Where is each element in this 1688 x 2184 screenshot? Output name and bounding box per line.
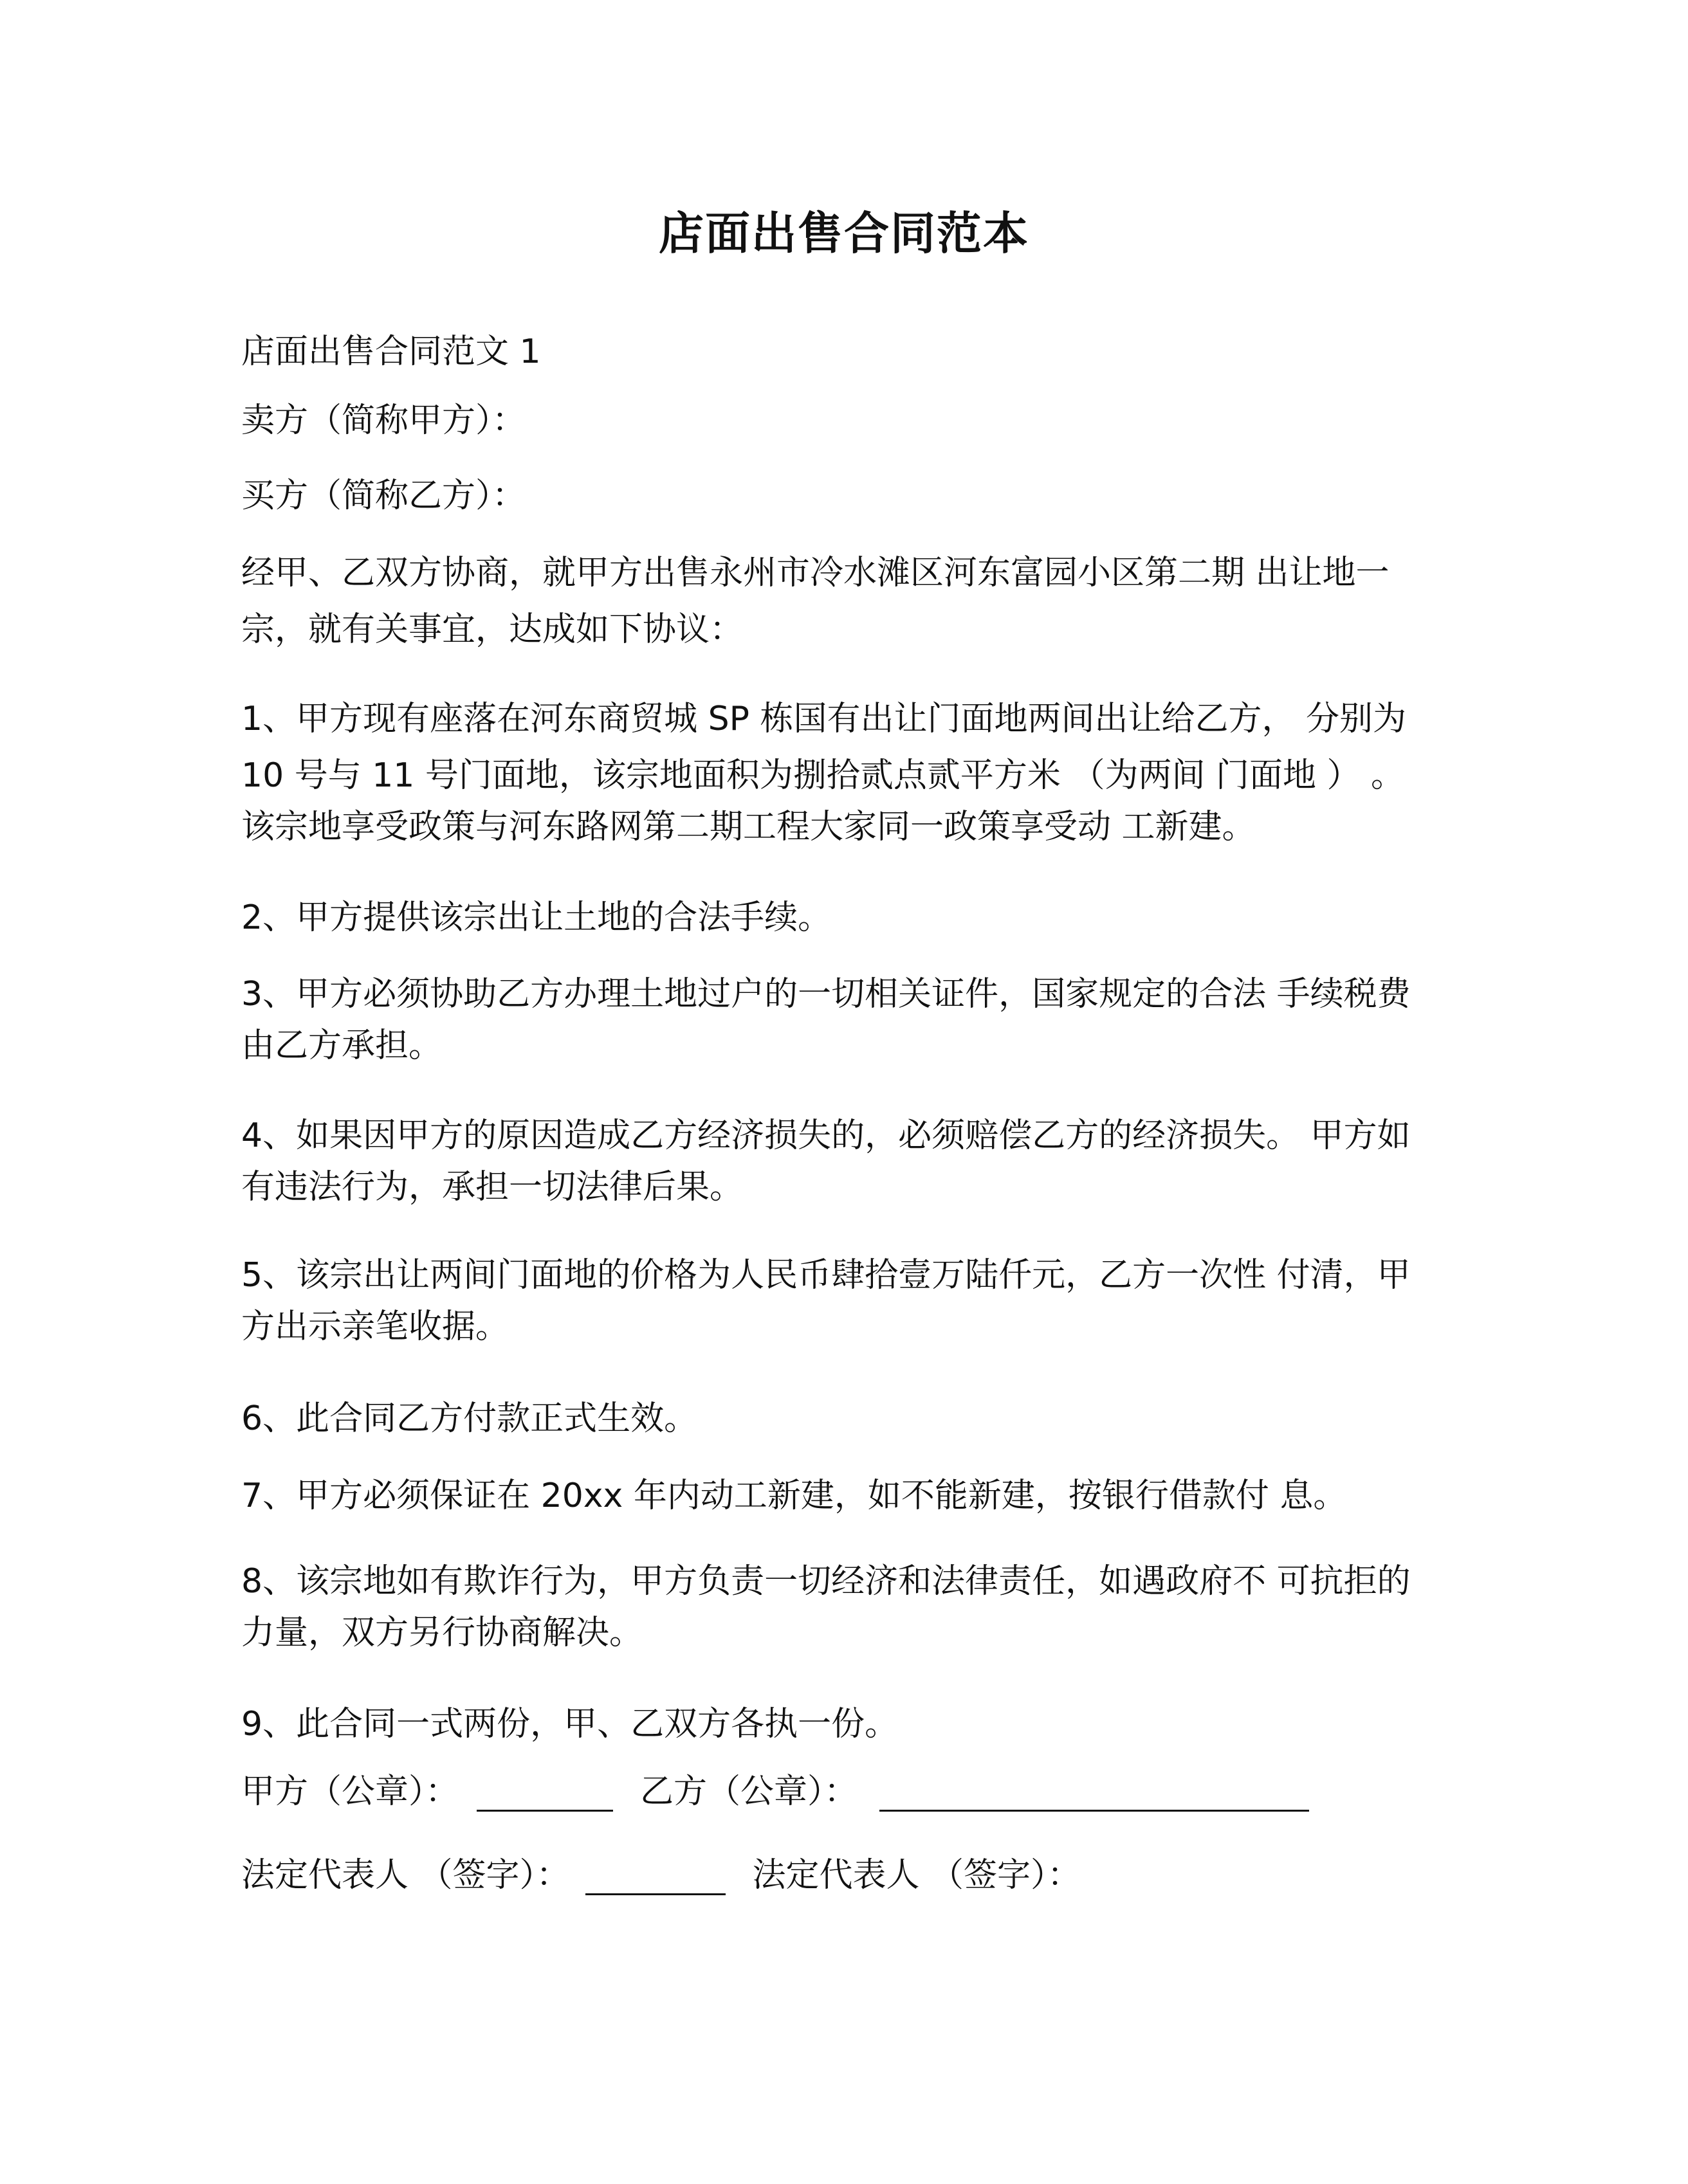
rep-signature-row xyxy=(241,1849,1081,1902)
clause-line: 4、如果因甲方的原因造成乙方经济损失的，必须赔偿乙方的经济损失。 甲方如 xyxy=(241,1116,1411,1155)
document-subtitle: 店面出售合同范文 1 xyxy=(241,332,541,371)
party-a-seal-label: 甲方（公章）： xyxy=(241,1772,459,1811)
buyer-line: 买方（简称乙方）： xyxy=(241,477,526,515)
clause-line: 2、甲方提供该宗出让土地的合法手续。 xyxy=(241,898,832,937)
clause-line: 方出示亲笔收据。 xyxy=(241,1307,509,1346)
seal-signature-row xyxy=(241,1765,1309,1818)
intro-line: 宗，就有关事宜，达成如下协议： xyxy=(241,610,744,649)
clause-line: 3、甲方必须协助乙方办理土地过户的一切相关证件，国家规定的合法 手续税费 xyxy=(241,975,1411,1014)
seller-line: 卖方（简称甲方）： xyxy=(241,401,526,440)
party-a-seal-blank[interactable] xyxy=(477,1771,613,1812)
party-a-rep-blank[interactable] xyxy=(585,1855,726,1895)
clause-line: 1、甲方现有座落在河东商贸城 SP 栋国有出让门面地两间出让给乙方， 分别为 xyxy=(241,700,1407,738)
clause-line: 8、该宗地如有欺诈行为，甲方负责一切经济和法律责任，如遇政府不 可抗拒的 xyxy=(241,1562,1411,1601)
party-b-seal-blank[interactable] xyxy=(879,1771,1309,1812)
clause-line: 由乙方承担。 xyxy=(241,1026,443,1065)
document-title: 店面出售合同范本 xyxy=(659,207,1029,260)
clause-line: 7、甲方必须保证在 20xx 年内动工新建，如不能新建，按银行借款付 息。 xyxy=(241,1477,1347,1515)
clause-line: 5、该宗出让两间门面地的价格为人民币肆拾壹万陆仟元，乙方一次性 付清，甲 xyxy=(241,1256,1411,1295)
clause-line: 6、此合同乙方付款正式生效。 xyxy=(241,1399,698,1438)
clause-line: 力量，双方另行协商解决。 xyxy=(241,1614,643,1652)
clause-line: 有违法行为，承担一切法律后果。 xyxy=(241,1168,744,1206)
clause-line: 9、此合同一式两份，甲、乙双方各执一份。 xyxy=(241,1705,899,1743)
intro-line: 经甲、乙双方协商，就甲方出售永州市冷水滩区河东富园小区第二期 出让地一 xyxy=(241,554,1390,592)
party-b-rep-label: 法定代表人 （签字）： xyxy=(752,1856,1081,1895)
party-a-rep-label: 法定代表人 （签字）： xyxy=(241,1856,570,1895)
party-b-seal-label: 乙方（公章）： xyxy=(640,1772,858,1811)
clause-line: 该宗地享受政策与河东路网第二期工程大家同一政策享受动 工新建。 xyxy=(241,808,1256,846)
clause-line: 10 号与 11 号门面地，该宗地面积为捌拾贰点贰平方米 （为两间 门面地 ） 。 xyxy=(241,756,1405,795)
